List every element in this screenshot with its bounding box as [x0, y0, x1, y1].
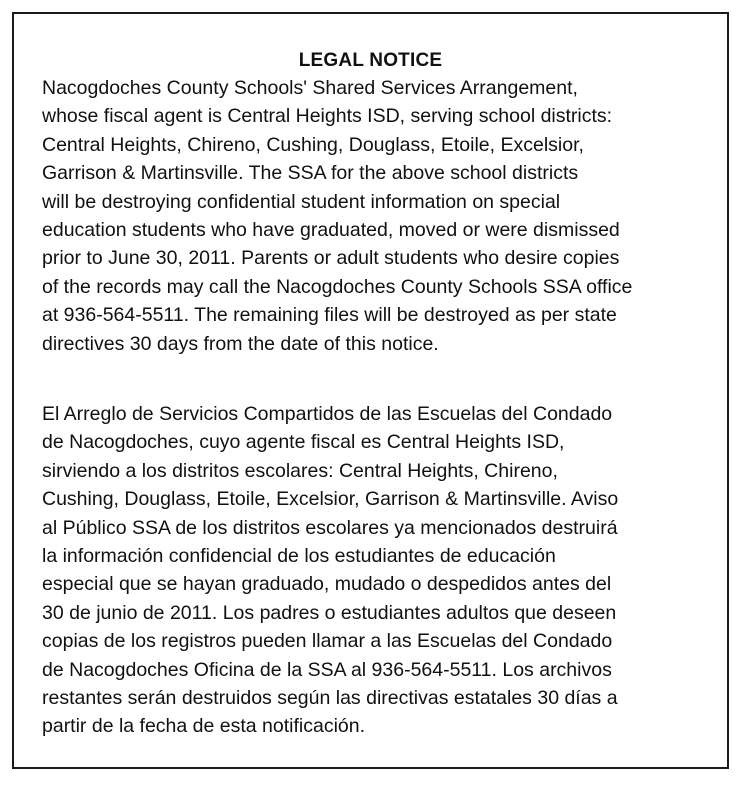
legal-notice-box — [12, 12, 729, 769]
spanish-line: restantes serán destruidos según las directivas estatales 30 días a — [42, 686, 618, 709]
english-line: whose fiscal agent is Central Heights ISD, serving school districts: — [42, 105, 613, 128]
spanish-line: copias de los registros pueden llamar a las Escuelas del Condado — [42, 630, 613, 653]
spanish-line: sirviendo a los distritos escolares: Central Heights, Chireno, — [42, 459, 558, 482]
spanish-paragraph — [42, 400, 712, 741]
english-line: Nacogdoches County Schools' Shared Services Arrangement, — [42, 77, 578, 99]
spanish-line: Cushing, Douglass, Etoile, Excelsior, Garrison & Martinsville. Aviso — [42, 488, 619, 511]
spanish-line: de Nacogdoches Oficina de la SSA al 936-564-5511. Los archivos — [42, 658, 612, 681]
english-line: Central Heights, Chireno, Cushing, Douglass, Etoile, Excelsior, — [42, 133, 584, 156]
spanish-line: de Nacogdoches, cuyo agente fiscal es Central Heights ISD, — [42, 431, 565, 454]
spanish-line: El Arreglo de Servicios Compartidos de las Escuelas del Condado — [42, 403, 613, 425]
english-line: will be destroying confidential student information on special — [42, 190, 561, 213]
english-line: of the records may call the Nacogdoches County Schools SSA office — [42, 275, 633, 298]
spanish-line: 30 de junio de 2011. Los padres o estudiantes adultos que deseen — [42, 601, 617, 624]
spanish-line: al Público SSA de los distritos escolares ya mencionados destruirá — [42, 516, 618, 539]
english-line: prior to June 30, 2011. Parents or adult students who desire copies — [42, 247, 620, 270]
notice-title: LEGAL NOTICE — [298, 50, 443, 71]
spanish-line: especial que se hayan graduado, mudado o despedidos antes del — [42, 573, 612, 596]
english-line: education students who have graduated, moved or were dismissed — [42, 218, 620, 241]
english-line: at 936-564-5511. The remaining files will be destroyed as per state — [42, 304, 617, 327]
spanish-line: la información confidencial de los estudiantes de educación — [42, 544, 556, 567]
english-line: directives 30 days from the date of this notice. — [42, 332, 439, 355]
english-paragraph — [42, 74, 712, 358]
spanish-line: partir de la fecha de esta notificación. — [42, 715, 366, 738]
english-line: Garrison & Martinsville. The SSA for the above school districts — [42, 162, 579, 185]
